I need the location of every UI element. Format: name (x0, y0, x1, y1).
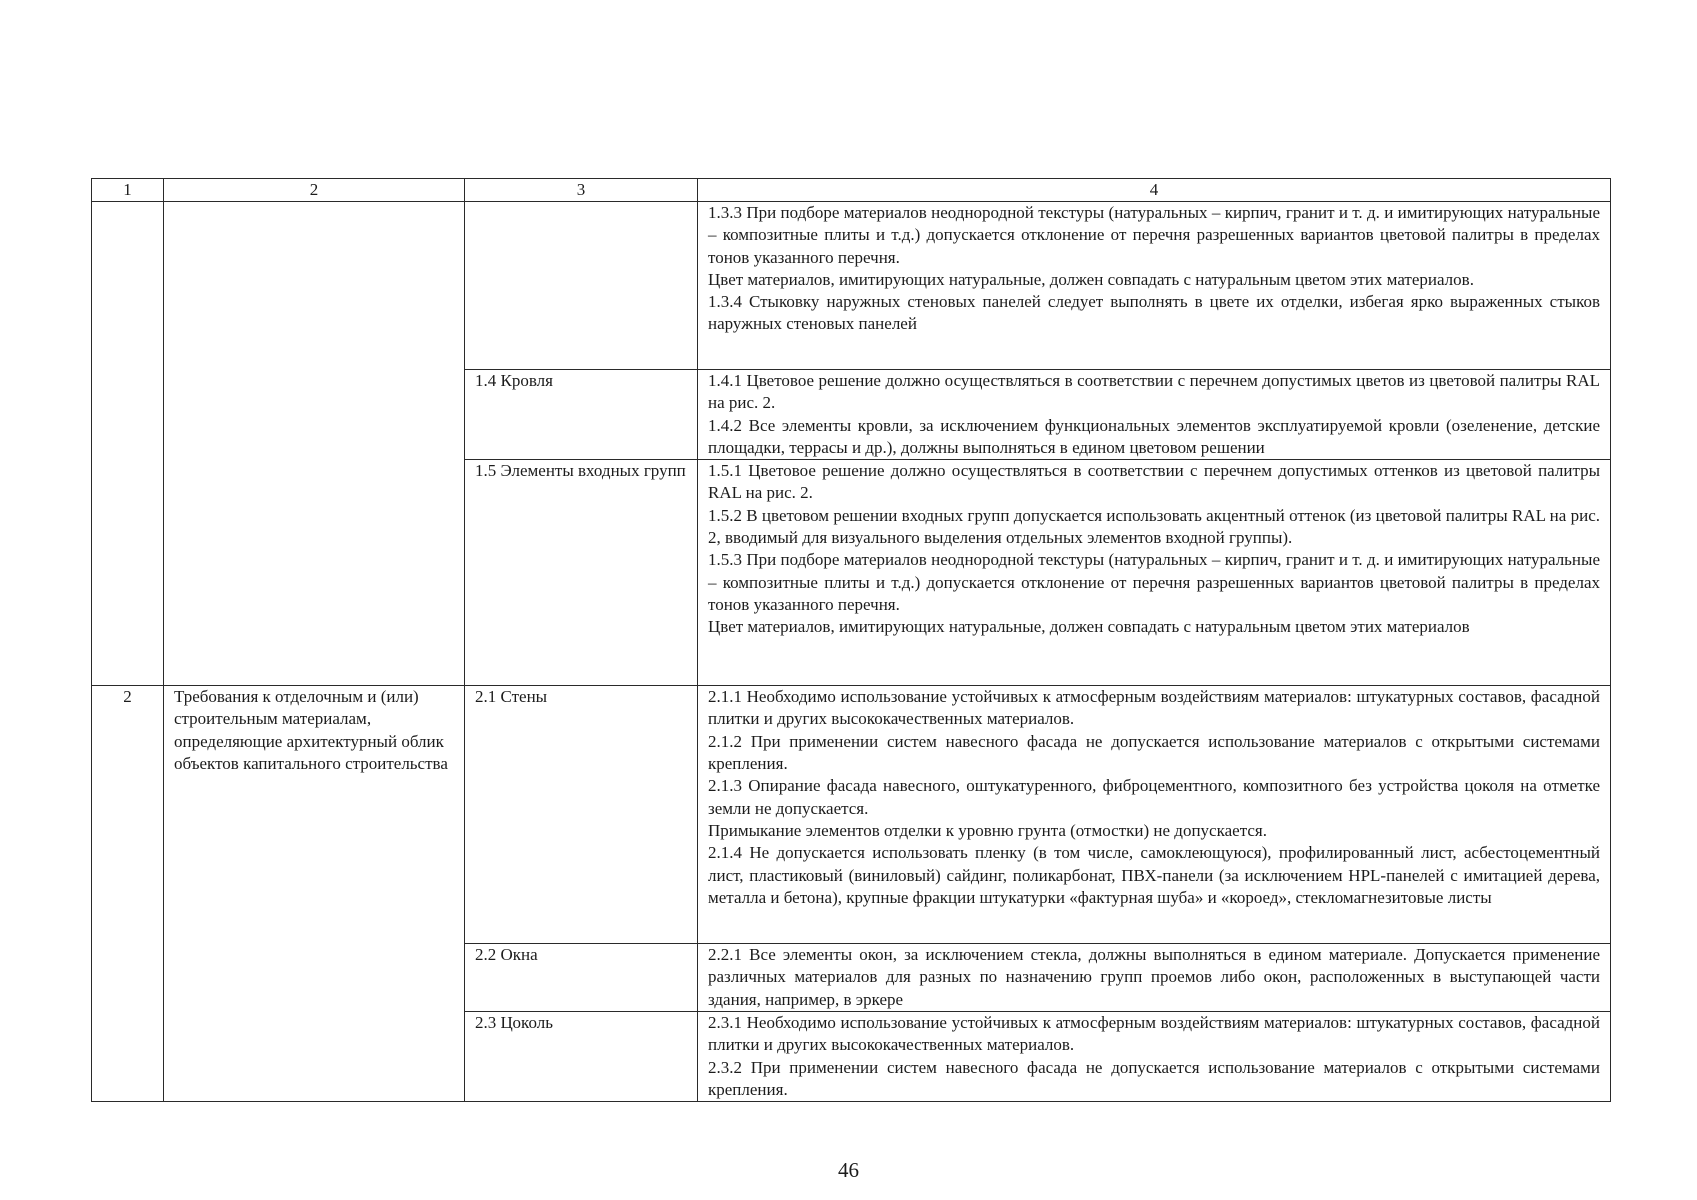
requirement-text (698, 370, 1611, 460)
requirement-title: Требования к отделочным и (или) строительным материалам, определяющие архитектурный облик объектов капитального строительства (164, 686, 465, 1102)
paragraph: 2.3.2 При применении систем навесного фасада не допускается использование материалов с открытыми системами крепления. (708, 1057, 1600, 1100)
paragraph: 2.3.1 Необходимо использование устойчивых к атмосферным воздействиям материалов: штукатурных составов, фасадной плитки и других высококачественных материалов. (708, 1013, 1600, 1055)
requirement-text (698, 1012, 1611, 1102)
table-row (92, 202, 1611, 370)
paragraph: 1.5.2 В цветовом решении входных групп допускается использовать акцентный оттенок (из цветовой палитры RAL на рис. 2, вводимый для визуального выделения отдельных элементов входной группы). (708, 505, 1600, 548)
paragraph: Цвет материалов, имитирующих натуральные, должен совпадать с натуральным цветом этих материалов. (708, 269, 1474, 289)
paragraph: 2.1.1 Необходимо использование устойчивых к атмосферным воздействиям материалов: штукатурных составов, фасадной плитки и других высококачественных материалов. (708, 687, 1600, 729)
row-number (92, 202, 164, 686)
paragraph: 1.5.3 При подборе материалов неоднородной текстуры (натуральных – кирпич, гранит и т. д. и имитирующих натуральные – композитные плиты и т.д.) допускается отклонение от перечня разрешенных вариантов цветовой палитры в пределах тонов указанного перечня. (708, 550, 1600, 614)
paragraph: 1.3.4 Стыковку наружных стеновых панелей следует выполнять в цвете их отделки, избегая ярко выраженных стыков наружных стеновых панелей (708, 292, 1600, 334)
header-col-3: 3 (465, 179, 698, 202)
header-col-4: 4 (698, 179, 1611, 202)
paragraph: 2.1.4 Не допускается использовать пленку (в том числе, самоклеющуюся), профилированный лист, асбестоцементный лист, пластиковый (виниловый) сайдинг, поликарбонат, ПВХ-панели (за исключением HPL-панелей с имитацией дерева, металла и бетона), крупные фракции штукатурки «фактурная шуба» и «короед», стекломагнезитовые листы (708, 843, 1600, 907)
requirement-text (698, 944, 1611, 1012)
requirement-text (698, 202, 1611, 370)
header-col-2: 2 (164, 179, 465, 202)
page-number: 46 (838, 1158, 859, 1182)
paragraph: 1.3.3 При подборе материалов неоднородной текстуры (натуральных – кирпич, гранит и т. д. и имитирующих натуральные – композитные плиты и т.д.) допускается отклонение от перечня разрешенных вариантов цветовой палитры в пределах тонов указанного перечня. (708, 203, 1600, 267)
table-row (92, 686, 1611, 944)
paragraph: 1.5.1 Цветовое решение должно осуществляться в соответствии с перечнем допустимых оттенков из цветовой палитры RAL на рис. 2. (708, 461, 1600, 503)
element-label: 2.3 Цоколь (465, 1012, 698, 1102)
table-header-row (92, 179, 1611, 202)
row-number: 2 (92, 686, 164, 1102)
element-label: 2.1 Стены (465, 686, 698, 944)
requirements-table (91, 178, 1611, 1102)
paragraph: 1.4.1 Цветовое решение должно осуществляться в соответствии с перечнем допустимых цветов из цветовой палитры RAL на рис. 2. (708, 371, 1600, 413)
paragraph: 2.1.3 Опирание фасада навесного, оштукатуренного, фиброцементного, композитного без устройства цоколя на отметке земли не допускается. (708, 776, 1600, 818)
requirement-title (164, 202, 465, 686)
paragraph: Цвет материалов, имитирующих натуральные, должен совпадать с натуральным цветом этих материалов (708, 617, 1470, 637)
element-label: 2.2 Окна (465, 944, 698, 1012)
paragraph: 2.2.1 Все элементы окон, за исключением стекла, должны выполняться в едином материале. Допускается применение различных материалов для разных по назначению групп проемов либо окон, расположенных в выступающей части здания, например, в эркере (708, 945, 1600, 1009)
requirement-text (698, 460, 1611, 686)
header-col-1: 1 (92, 179, 164, 202)
element-label: 1.5 Элементы входных групп (465, 460, 698, 686)
element-label (465, 202, 698, 370)
element-label: 1.4 Кровля (465, 370, 698, 460)
paragraph: 2.1.2 При применении систем навесного фасада не допускается использование материалов с открытыми системами крепления. (708, 731, 1600, 774)
requirement-text (698, 686, 1611, 944)
paragraph: 1.4.2 Все элементы кровли, за исключением функциональных элементов эксплуатируемой кровли (озеленение, детские площадки, террасы и др.), должны выполняться в едином цветовом решении (708, 415, 1600, 457)
paragraph: Примыкание элементов отделки к уровню грунта (отмостки) не допускается. (708, 820, 1267, 840)
